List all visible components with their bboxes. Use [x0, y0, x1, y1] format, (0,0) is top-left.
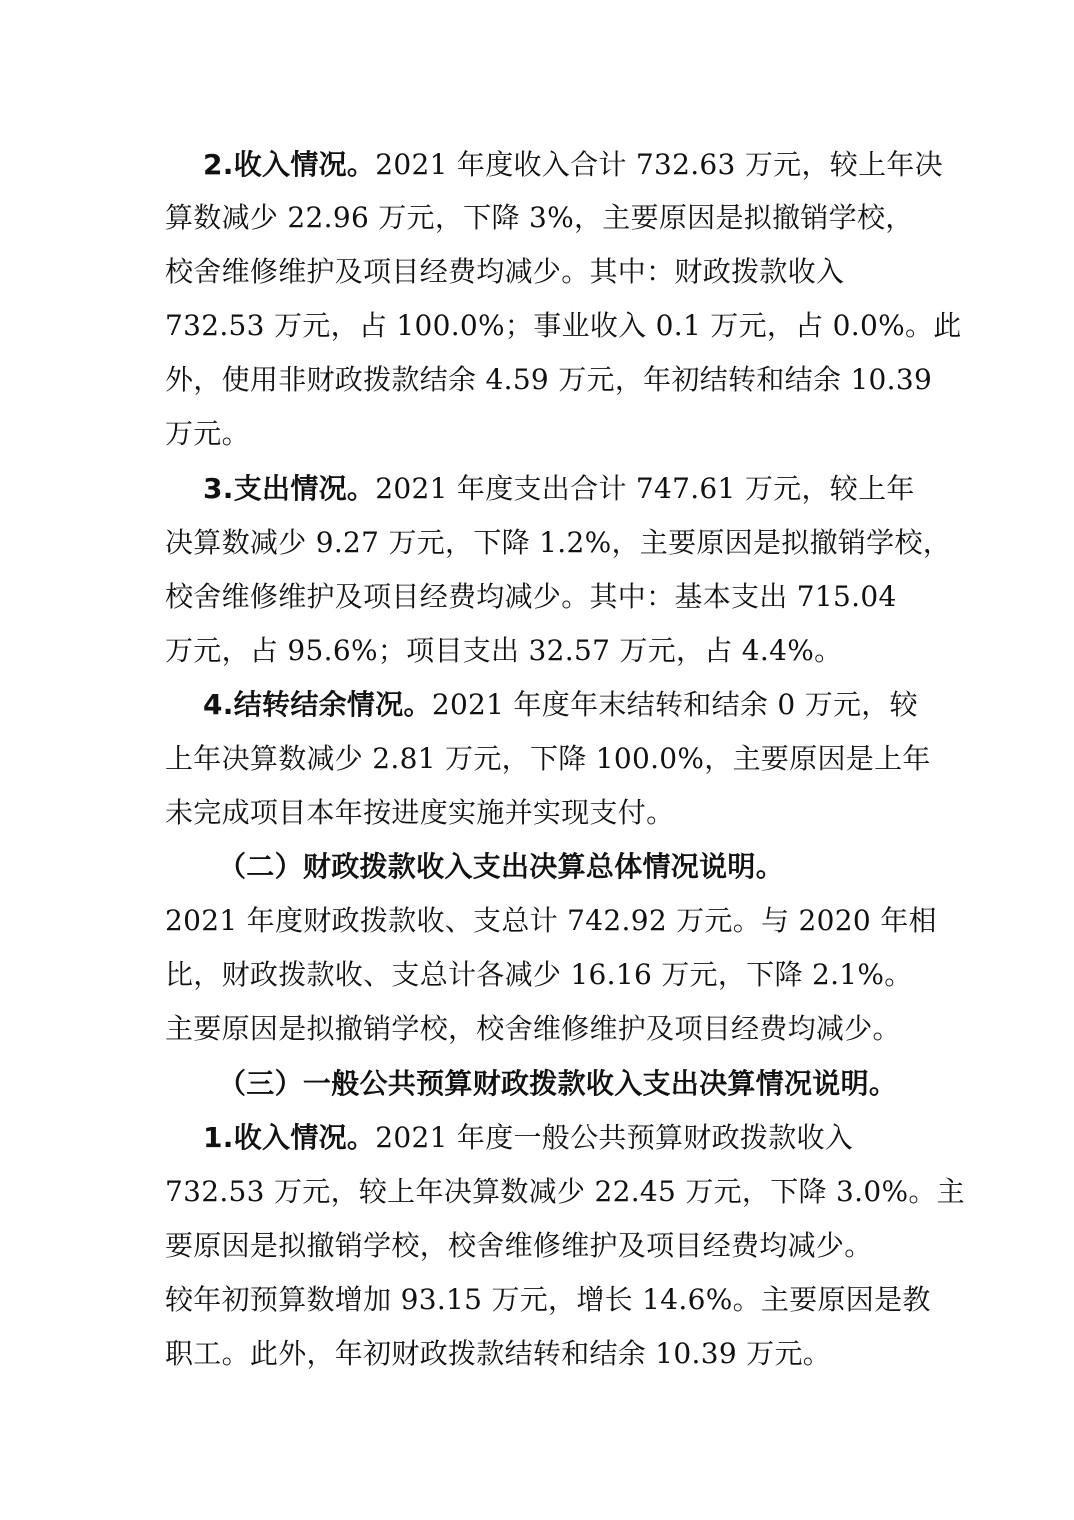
general-income-line: 要原因是拟撤销学校，校舍维修维护及项目经费均减少。	[165, 1229, 873, 1262]
carryover-line: 未完成项目本年按进度实施并实现支付。	[165, 796, 675, 829]
carryover-first-line	[203, 687, 918, 723]
fiscal-overall-line: 主要原因是拟撤销学校，校舍维修维护及项目经费均减少。	[165, 1012, 901, 1045]
fiscal-overall-heading: （二）财政拨款收入支出决算总体情况说明。	[218, 850, 785, 883]
general-income-line: 较年初预算数增加 93.15 万元，增长 14.6%。主要原因是教	[165, 1283, 931, 1316]
income-line: 万元。	[165, 417, 250, 450]
income-heading: 2.收入情况。	[203, 148, 376, 181]
general-income-heading: 1.收入情况。	[203, 1121, 376, 1154]
expenditure-line: 决算数减少 9.27 万元，下降 1.2%，主要原因是拟撤销学校，	[165, 526, 952, 559]
income-line: 校舍维修维护及项目经费均减少。其中：财政拨款收入	[165, 255, 845, 288]
general-income-first-line	[203, 1120, 853, 1156]
fiscal-overall-line: 比，财政拨款收、支总计各减少 16.16 万元，下降 2.1%。	[165, 958, 913, 991]
expenditure-text: 2021 年度支出合计 747.61 万元，较上年	[375, 472, 915, 505]
fiscal-overall-line: 2021 年度财政拨款收、支总计 742.92 万元。与 2020 年相	[165, 904, 937, 937]
income-line: 外，使用非财政拨款结余 4.59 万元，年初结转和结余 10.39	[165, 363, 933, 396]
general-income-line: 732.53 万元，较上年决算数减少 22.45 万元，下降 3.0%。主	[165, 1175, 965, 1208]
expenditure-line: 校舍维修维护及项目经费均减少。其中：基本支出 715.04	[165, 580, 897, 613]
carryover-text: 2021 年度年末结转和结余 0 万元，较	[431, 688, 918, 721]
general-income-line: 职工。此外，年初财政拨款结转和结余 10.39 万元。	[165, 1337, 832, 1370]
general-budget-heading: （三）一般公共预算财政拨款收入支出决算情况说明。	[218, 1067, 898, 1100]
carryover-line: 上年决算数减少 2.81 万元，下降 100.0%，主要原因是上年	[165, 742, 931, 775]
expenditure-line: 万元，占 95.6%；项目支出 32.57 万元，占 4.4%。	[165, 634, 843, 667]
expenditure-first-line	[203, 471, 915, 507]
income-line: 732.53 万元，占 100.0%；事业收入 0.1 万元，占 0.0%。此	[165, 309, 962, 342]
carryover-heading: 4.结转结余情况。	[203, 688, 432, 721]
income-first-line	[203, 147, 943, 183]
income-text: 2021 年度收入合计 732.63 万元，较上年决	[375, 148, 943, 181]
general-income-text: 2021 年度一般公共预算财政拨款收入	[375, 1121, 854, 1154]
income-line: 算数减少 22.96 万元，下降 3%，主要原因是拟撤销学校，	[165, 201, 914, 234]
expenditure-heading: 3.支出情况。	[203, 472, 376, 505]
